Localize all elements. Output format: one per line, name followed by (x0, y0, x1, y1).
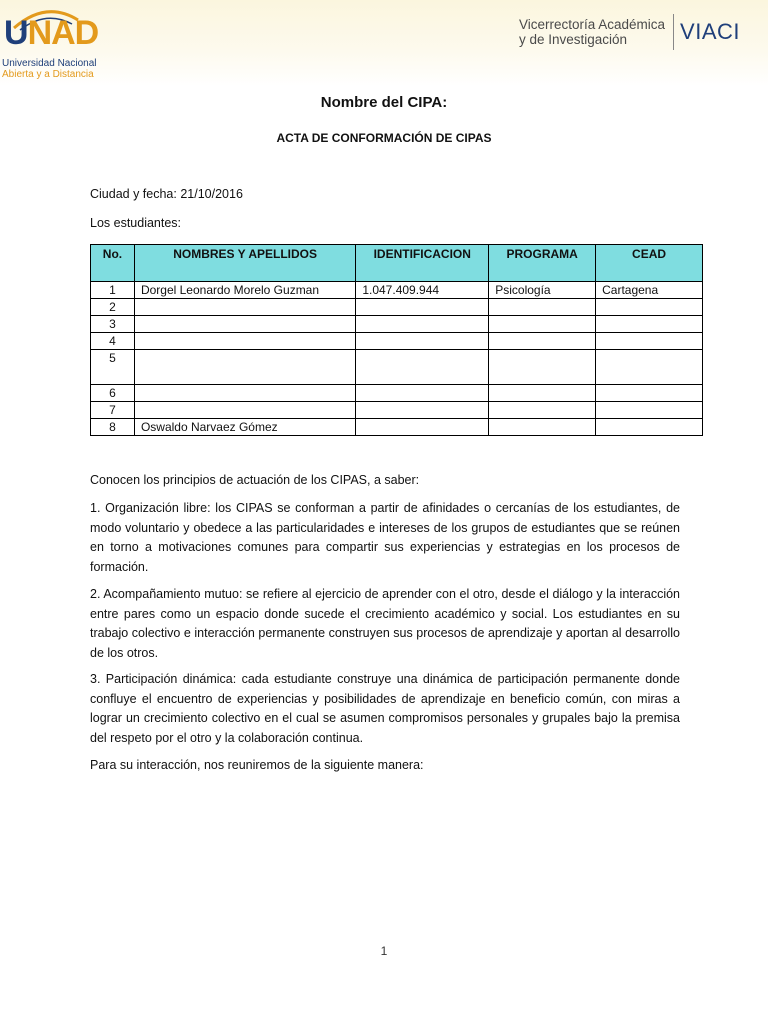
cell-no: 5 (91, 350, 135, 385)
cell-name (134, 299, 355, 316)
cell-program (489, 350, 596, 385)
cell-no: 4 (91, 333, 135, 350)
cell-program (489, 402, 596, 419)
column-header: PROGRAMA (489, 245, 596, 282)
cell-cead (596, 419, 703, 436)
viaci-text: Vicerrectoría Académica y de Investigación (518, 17, 666, 47)
logo-subtitle: Universidad Nacional Abierta y a Distancia (2, 58, 97, 80)
table-row (91, 282, 703, 299)
cell-id (356, 316, 489, 333)
cell-id (356, 419, 489, 436)
table-row (91, 333, 703, 350)
cell-program (489, 333, 596, 350)
logo-wordmark: UNAD (4, 14, 99, 52)
page-number: 1 (380, 944, 388, 958)
city-date: Ciudad y fecha: 21/10/2016 (90, 187, 243, 201)
cell-no: 8 (91, 419, 135, 436)
cell-id (356, 333, 489, 350)
students-label: Los estudiantes: (90, 216, 182, 230)
viaci-brand-block (519, 12, 740, 52)
cell-program (489, 385, 596, 402)
cell-name: Dorgel Leonardo Morelo Guzman (134, 282, 355, 299)
cell-no: 3 (91, 316, 135, 333)
table-row (91, 316, 703, 333)
cell-cead (596, 402, 703, 419)
principle-3: 3. Participación dinámica: cada estudiante construye una dinámica de participación permanente donde confluye el encuentro de experiencias y posibilidades de aprendizaje en beneficio común, con miras a lograr un crecimiento colectivo en el cual se asumen compromisos personales y grupales bajo la premisa del respeto por el otro y la colaboración continua. (90, 672, 680, 745)
cell-name: Oswaldo Narvaez Gómez (134, 419, 355, 436)
column-header: IDENTIFICACION (356, 245, 489, 282)
principles-intro: Conocen los principios de actuación de los CIPAS, a saber: (90, 473, 420, 487)
students-table (90, 244, 703, 436)
cell-no: 2 (91, 299, 135, 316)
cell-id (356, 402, 489, 419)
cell-id (356, 299, 489, 316)
cell-name (134, 333, 355, 350)
document-subtitle: ACTA DE CONFORMACIÓN DE CIPAS (276, 131, 492, 145)
cell-cead (596, 299, 703, 316)
cell-name (134, 316, 355, 333)
cell-name (134, 402, 355, 419)
cell-no: 7 (91, 402, 135, 419)
cell-name (134, 350, 355, 385)
column-header: CEAD (596, 245, 703, 282)
table-row (91, 299, 703, 316)
principle-2: 2. Acompañamiento mutuo: se refiere al ejercicio de aprender con el otro, desde el diálogo y la interacción entre pares como un espacio donde sucede el crecimiento académico y social. Los estudiantes en su trabajo colectivo e interacción permanente construyen sus procesos de aprendizaje y aportan al desarrollo de los otros. (90, 587, 680, 660)
cell-program (489, 419, 596, 436)
cell-cead (596, 333, 703, 350)
unad-logo (0, 6, 99, 82)
viaci-wordmark: VIACI (680, 19, 740, 44)
column-header: No. (91, 245, 135, 282)
cell-cead (596, 316, 703, 333)
cell-program: Psicología (489, 282, 596, 299)
table-row (91, 402, 703, 419)
cell-id (356, 350, 489, 385)
meeting-intro: Para su interacción, nos reuniremos de la siguiente manera: (90, 758, 424, 772)
cell-cead (596, 350, 703, 385)
table-row (91, 385, 703, 402)
viaci-separator (673, 14, 674, 50)
header-band (0, 0, 768, 86)
cell-program (489, 316, 596, 333)
cell-no: 6 (91, 385, 135, 402)
table-header-row (91, 245, 703, 282)
cell-name (134, 385, 355, 402)
table-row (91, 350, 703, 385)
column-header: NOMBRES Y APELLIDOS (134, 245, 355, 282)
cell-no: 1 (91, 282, 135, 299)
table-row (91, 419, 703, 436)
cell-program (489, 299, 596, 316)
cell-cead: Cartagena (596, 282, 703, 299)
document-title: Nombre del CIPA: (320, 94, 448, 111)
principle-1: 1. Organización libre: los CIPAS se conforman a partir de afinidades o cercanías de los estudiantes, de modo voluntario y obedece a las particularidades e intereses de los grupos de estudiantes que se reúnen en torno a motivaciones comunes para compartir sus experiencias y estrategias en los procesos de formación. (90, 501, 680, 574)
cell-cead (596, 385, 703, 402)
cell-id (356, 385, 489, 402)
cell-id: 1.047.409.944 (356, 282, 489, 299)
